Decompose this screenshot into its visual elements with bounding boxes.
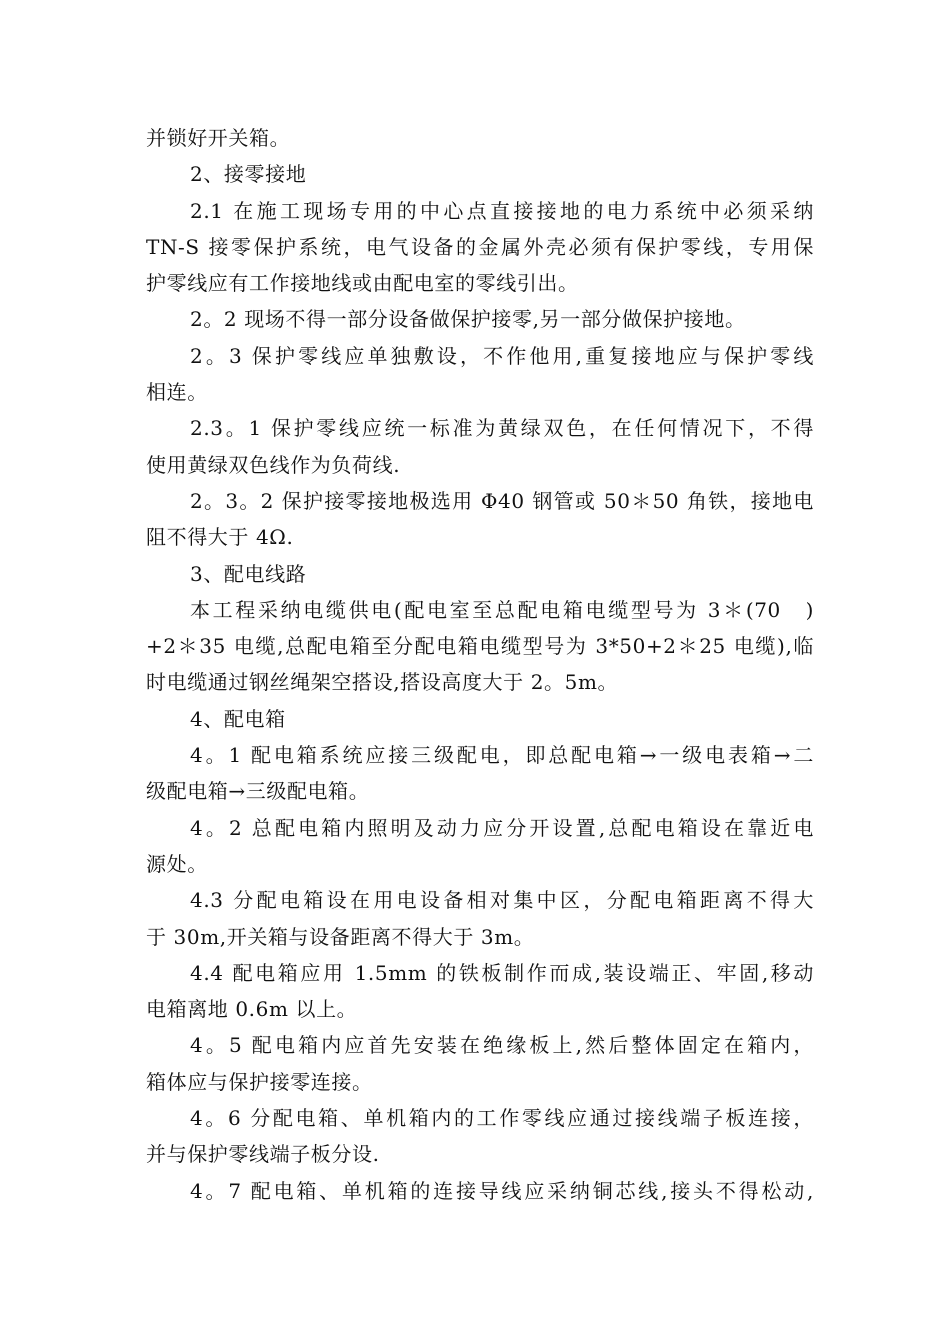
text-line: 阻不得大于 4Ω. xyxy=(146,525,294,550)
text-line: 2。3 保护零线应单独敷设，不作他用,重复接地应与保护零线 xyxy=(190,343,814,368)
text-line: 2。2 现场不得一部分设备做保护接零,另一部分做保护接地。 xyxy=(190,307,746,332)
text-line: 箱体应与保护接零连接。 xyxy=(146,1069,373,1094)
text-line: 2.1 在施工现场专用的中心点直接接地的电力系统中必须采纳 xyxy=(190,198,814,223)
text-line: 4。6 分配电箱、单机箱内的工作零线应通过接线端子板连接， xyxy=(190,1106,814,1131)
text-line: 4。1 配电箱系统应接三级配电，即总配电箱→一级电表箱→二 xyxy=(190,743,814,768)
section-heading-grounding: 2、接零接地 xyxy=(190,162,307,187)
text-line: 2。3。2 保护接零接地极选用 Φ40 钢管或 50＊50 角铁，接地电 xyxy=(190,488,814,513)
text-line: 相连。 xyxy=(146,380,208,405)
text-line: 源处。 xyxy=(146,851,208,876)
section-heading-distribution-box: 4、配电箱 xyxy=(190,706,286,731)
text-line: 级配电箱→三级配电箱。 xyxy=(146,779,370,804)
text-line: 4.4 配电箱应用 1.5mm 的铁板制作而成,装设端正、牢固,移动 xyxy=(190,960,814,985)
text-line: 本工程采纳电缆供电(配电室至总配电箱电缆型号为 3＊(70 ) xyxy=(190,597,814,622)
text-line: 4。2 总配电箱内照明及动力应分开设置,总配电箱设在靠近电 xyxy=(190,815,814,840)
text-line: 2.3。1 保护零线应统一标准为黄绿双色，在任何情况下，不得 xyxy=(190,416,814,441)
text-line: +2＊35 电缆,总配电箱至分配电箱电缆型号为 3*50+2＊25 电缆),临 xyxy=(146,634,814,659)
text-line: 并锁好开关箱。 xyxy=(146,126,291,150)
text-line: 使用黄绿双色线作为负荷线. xyxy=(146,452,401,477)
text-line: 护零线应有工作接地线或由配电室的零线引出。 xyxy=(146,271,579,296)
text-line: 4。5 配电箱内应首先安装在绝缘板上,然后整体固定在箱内， xyxy=(190,1033,814,1058)
text-line: 并与保护零线端子板分设. xyxy=(146,1142,380,1167)
text-line: 4。7 配电箱、单机箱的连接导线应采纳铜芯线,接头不得松动, xyxy=(190,1178,814,1203)
text-line: 4.3 分配电箱设在用电设备相对集中区，分配电箱距离不得大 xyxy=(190,888,814,913)
section-heading-distribution-lines: 3、配电线路 xyxy=(190,561,307,586)
text-line: 时电缆通过钢丝绳架空搭设,搭设高度大于 2。5m。 xyxy=(146,670,619,695)
text-line: 于 30m,开关箱与设备距离不得大于 3m。 xyxy=(146,924,535,949)
text-line: 电箱离地 0.6m 以上。 xyxy=(146,997,358,1022)
text-line: TN-S 接零保护系统，电气设备的金属外壳必须有保护零线，专用保 xyxy=(146,234,814,259)
document-body xyxy=(146,120,814,1209)
